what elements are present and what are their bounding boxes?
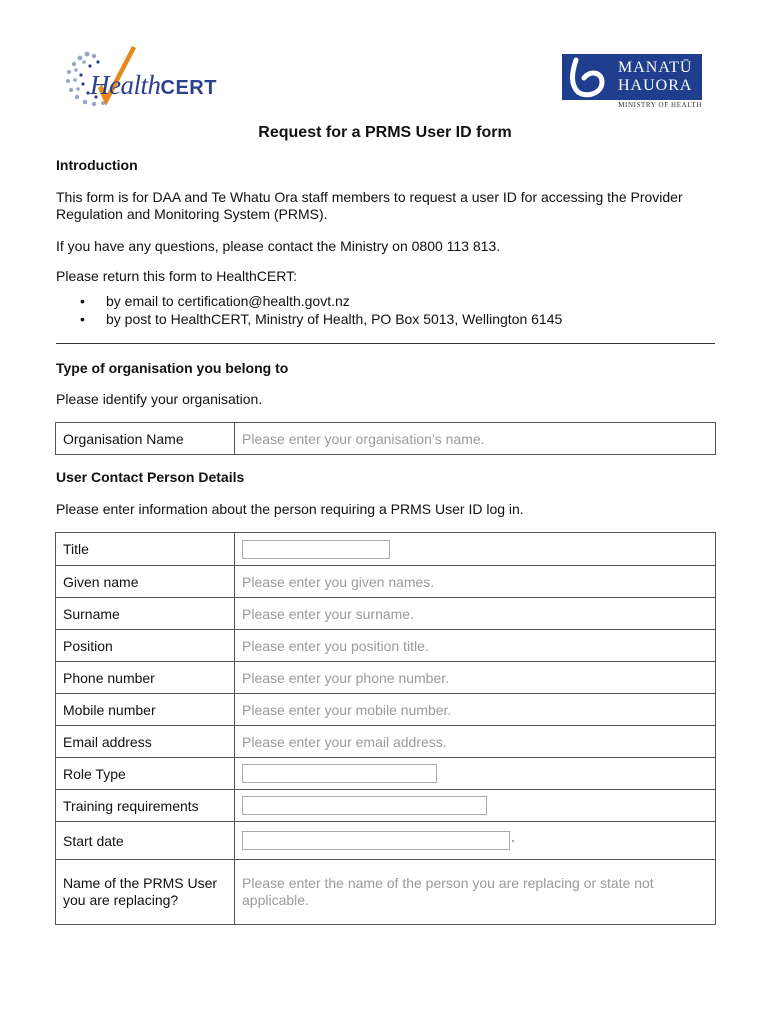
training-requirements-dropdown[interactable] xyxy=(242,796,487,815)
intro-para-3: Please return this form to HealthCERT: xyxy=(56,268,297,284)
post-return-text: by post to HealthCERT, Ministry of Health, PO Box 5013, Wellington 6145 xyxy=(106,311,563,327)
surname-label: Surname xyxy=(56,598,235,630)
title-label: Title xyxy=(56,533,235,566)
user-heading: User Contact Person Details xyxy=(56,469,245,485)
ministry-name-line1: MANATŪ xyxy=(618,59,693,76)
organisation-name-label: Organisation Name xyxy=(56,423,235,455)
title-dropdown[interactable] xyxy=(242,540,390,559)
org-heading: Type of organisation you belong to xyxy=(56,360,289,376)
healthcert-logo xyxy=(60,42,236,118)
table-row xyxy=(56,694,716,726)
given-name-field[interactable]: Please enter you given names. xyxy=(235,566,716,598)
table-row xyxy=(56,662,716,694)
organisation-name-field[interactable]: Please enter your organisation’s name. xyxy=(235,423,716,455)
form-title: Request for a PRMS User ID form xyxy=(258,124,512,141)
table-row xyxy=(56,822,716,860)
return-methods-list xyxy=(56,292,562,328)
mobile-number-label: Mobile number xyxy=(56,694,235,726)
table-row xyxy=(56,758,716,790)
start-date-picker[interactable] xyxy=(242,831,510,850)
start-date-label: Start date xyxy=(56,822,235,860)
user-details-table xyxy=(55,532,716,925)
table-row xyxy=(56,860,716,925)
surname-field[interactable]: Please enter your surname. xyxy=(235,598,716,630)
healthcert-wordmark: HealthCERT xyxy=(90,70,217,100)
table-row xyxy=(56,423,716,455)
position-label: Position xyxy=(56,630,235,662)
table-row xyxy=(56,598,716,630)
table-row xyxy=(56,630,716,662)
email-address-label: Email address xyxy=(56,726,235,758)
list-item: • by email to certification@health.govt.nz xyxy=(80,293,350,309)
email-address-field[interactable]: Please enter your email address. xyxy=(235,726,716,758)
intro-para-2: If you have any questions, please contact the Ministry on 0800 113 813. xyxy=(56,238,501,254)
ministry-logo xyxy=(562,54,702,100)
role-type-dropdown[interactable] xyxy=(242,764,437,783)
replacing-user-field[interactable]: Please enter the name of the person you are replacing or state not applicable. xyxy=(235,860,716,925)
table-row xyxy=(56,566,716,598)
position-field[interactable]: Please enter you position title. xyxy=(235,630,716,662)
training-requirements-label: Training requirements xyxy=(56,790,235,822)
mobile-number-field[interactable]: Please enter your mobile number. xyxy=(235,694,716,726)
ministry-name-line2: HAUORA xyxy=(618,77,693,94)
user-instruction: Please enter information about the person requiring a PRMS User ID log in. xyxy=(56,501,524,517)
ministry-subtitle: MINISTRY OF HEALTH xyxy=(618,101,702,109)
intro-para-1: This form is for DAA and Te Whatu Ora staff members to request a user ID for accessing the Provider Regulation and Monitoring System (PRMS). xyxy=(56,189,683,222)
koru-icon xyxy=(562,54,618,100)
list-item: • by post to HealthCERT, Ministry of Health, PO Box 5013, Wellington 6145 xyxy=(80,311,563,327)
replacing-user-label: Name of the PRMS User you are replacing? xyxy=(56,860,235,925)
role-type-label: Role Type xyxy=(56,758,235,790)
email-return-text: by email to certification@health.govt.nz xyxy=(106,293,350,309)
divider xyxy=(56,343,715,344)
table-row xyxy=(56,533,716,566)
table-row xyxy=(56,790,716,822)
phone-number-field[interactable]: Please enter your phone number. xyxy=(235,662,716,694)
table-row xyxy=(56,726,716,758)
org-instruction: Please identify your organisation. xyxy=(56,391,263,407)
given-name-label: Given name xyxy=(56,566,235,598)
intro-heading: Introduction xyxy=(56,157,138,173)
phone-number-label: Phone number xyxy=(56,662,235,694)
organisation-table xyxy=(55,422,716,455)
date-picker-handle xyxy=(512,840,514,842)
